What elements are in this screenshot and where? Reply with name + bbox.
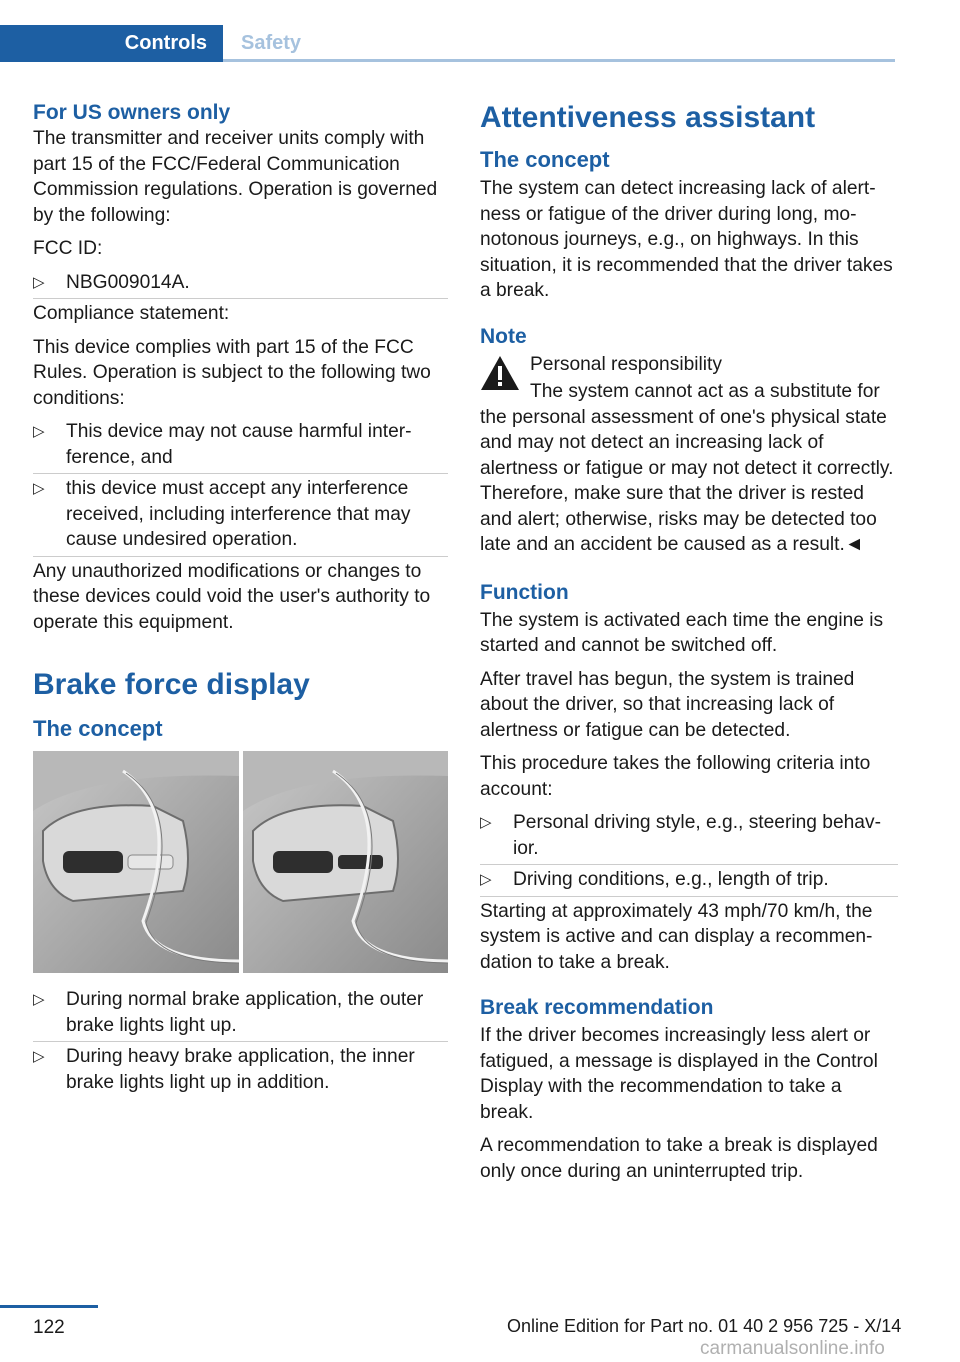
us-owners-heading: For US owners only xyxy=(33,101,231,124)
note-heading: Note xyxy=(480,324,527,348)
divider xyxy=(33,473,448,474)
triangle-right-icon: ▷ xyxy=(480,871,492,888)
brake-force-heading: Brake force display xyxy=(33,668,310,701)
list-item: ▷ During heavy brake application, the inner brake lights light up in addition. xyxy=(33,1046,415,1093)
brake-concept-heading: The concept xyxy=(33,716,163,741)
list-item: ▷ Driving conditions, e.g., length of trip. xyxy=(480,867,898,893)
brake-lights-normal-image xyxy=(33,751,239,973)
list-item: ▷ NBG009014A. xyxy=(33,270,448,296)
warning-triangle-icon xyxy=(480,355,520,396)
divider xyxy=(33,556,448,557)
header-rule xyxy=(223,59,895,62)
function-paragraph-2: After travel has begun, the system is trained about the driver, so that increasing lack of alertness or fatigue can be detected. xyxy=(480,668,855,741)
function-paragraph-1: The system is activated each time the engine is started and cannot be switched off. xyxy=(480,609,884,656)
note-block xyxy=(480,352,898,558)
divider xyxy=(33,298,448,299)
note-body: The system cannot act as a substitute for the personal assessment of one's physical state and may not detect an increasing lack of alertness or fatigue or may not detect it correctly. Therefore, make sure that the driver is rested and alert; otherwise, risks may be detected too late and an accident be caused as a result.◄ xyxy=(480,381,894,555)
function-paragraph-3: This procedure takes the following criteria into account: xyxy=(480,753,871,800)
watermark: carmanualsonline.info xyxy=(700,1338,885,1359)
triangle-right-icon: ▷ xyxy=(33,991,45,1008)
concept-heading: The concept xyxy=(480,147,610,172)
list-item: ▷ This device may not cause harmful interference, and xyxy=(33,419,448,470)
list-item: ▷ Personal driving style, e.g., steering behavior. xyxy=(480,810,898,861)
divider xyxy=(33,1041,448,1042)
tab-safety[interactable]: Safety xyxy=(241,32,302,54)
list-item: ▷ During normal brake application, the outer brake lights light up. xyxy=(33,987,448,1038)
function-heading: Function xyxy=(480,580,569,604)
conditions-list xyxy=(33,419,448,553)
break-paragraph-2: A recommendation to take a break is displayed only once during an uninterrupted trip. xyxy=(480,1135,878,1182)
triangle-right-icon: ▷ xyxy=(33,480,45,497)
unauthorized-paragraph: Any unauthorized modifications or changes to these devices could void the user's authority to operate this equipment. xyxy=(33,560,431,633)
compliance-label: Compliance statement: xyxy=(33,303,230,324)
fcc-id-label: FCC ID: xyxy=(33,238,103,259)
criteria-list xyxy=(480,810,898,893)
break-recommendation-heading: Break recommendation xyxy=(480,996,714,1019)
triangle-right-icon: ▷ xyxy=(33,273,45,291)
concept-paragraph: The system can detect increasing lack of alertness or fatigue of the driver during long, monotonous journeys, e.g., on highways. In this situation, it is recommended that the driver takes a break. xyxy=(480,178,893,301)
fcc-id-list xyxy=(33,270,448,296)
right-column xyxy=(480,100,898,1192)
note-title: Personal responsibility xyxy=(530,353,722,375)
break-paragraph-1: If the driver becomes increasingly less alert or fatigued, a message is displayed in the Control Display with the recommendation to take a break. xyxy=(480,1025,878,1123)
attentiveness-heading: Attentiveness assistant xyxy=(480,101,816,134)
brake-lights-heavy-image xyxy=(243,751,448,973)
divider xyxy=(480,864,898,865)
compliance-paragraph: This device complies with part 15 of the FCC Rules. Operation is subject to the following two conditions: xyxy=(33,336,431,409)
triangle-right-icon: ▷ xyxy=(33,423,45,440)
list-item: ▷ this device must accept any interference received, including interference that may cause undesired operation. xyxy=(33,476,448,553)
triangle-right-icon: ▷ xyxy=(33,1048,45,1065)
brake-lights-figure xyxy=(33,751,448,973)
header-tabs xyxy=(0,0,895,62)
edition-text: Online Edition for Part no. 01 40 2 956 725 - X/14 xyxy=(507,1316,902,1336)
divider xyxy=(480,896,898,897)
brake-items-list xyxy=(33,987,448,1095)
page-number: 122 xyxy=(33,1317,65,1338)
left-column xyxy=(33,100,448,1101)
triangle-right-icon: ▷ xyxy=(480,814,492,831)
footer-rule xyxy=(0,1305,98,1308)
us-owners-paragraph: The transmitter and receiver units comply with part 15 of the FCC/Federal Communication Commission regulations. Operation is governed by the following: xyxy=(33,128,438,226)
function-paragraph-4: Starting at approximately 43 mph/70 km/h, the system is active and can display a recommendation to take a break. xyxy=(480,900,873,973)
tab-controls[interactable]: Controls xyxy=(0,25,223,62)
